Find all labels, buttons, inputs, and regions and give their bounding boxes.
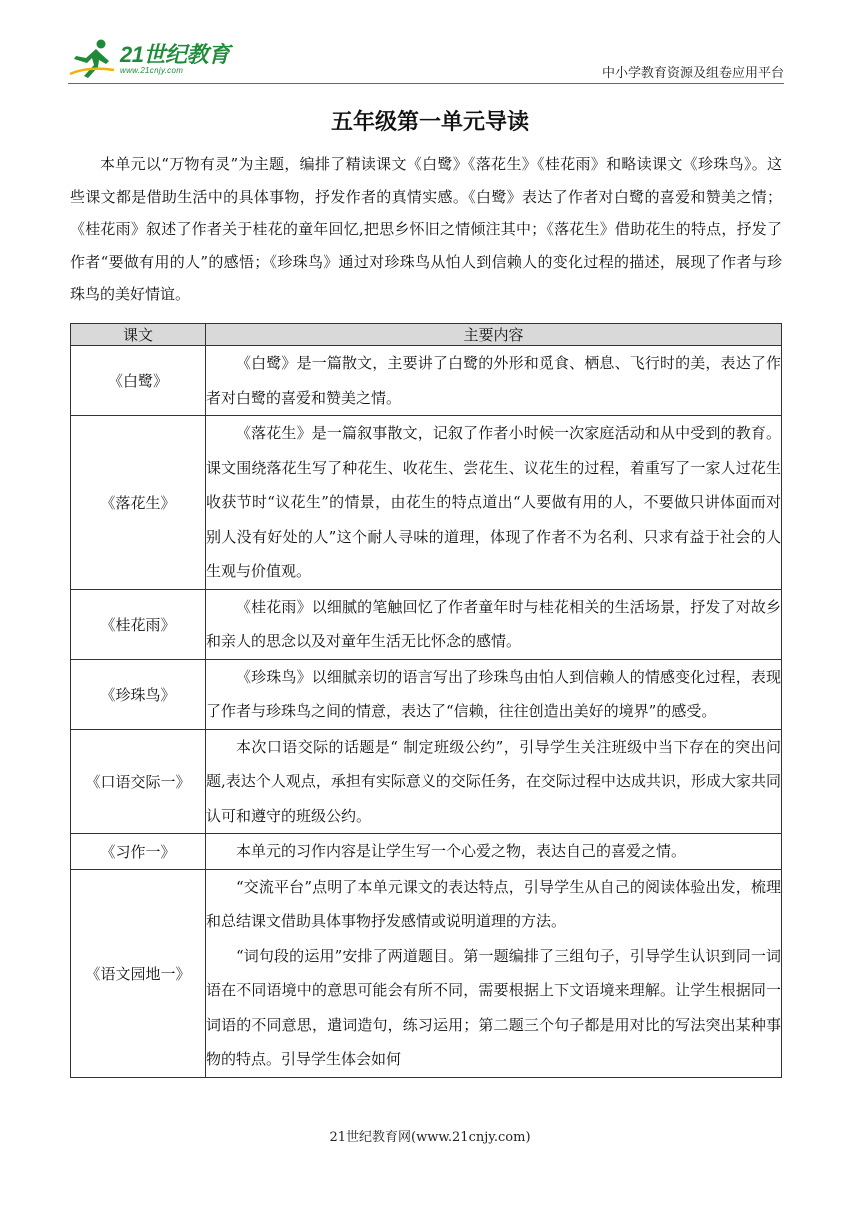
lesson-content-cell xyxy=(206,834,782,870)
lesson-title-cell: 《珍珠鸟》 xyxy=(71,659,206,729)
page-footer: 21世纪教育网(www.21cnjy.com) xyxy=(329,1130,531,1145)
content-paragraph: 本次口语交际的话题是“ 制定班级公约”，引导学生关注班级中当下存在的突出问题,表达个人观点，承担有实际意义的交际任务，在交际过程中达成共识，形成大家共同认可和遵守的班级公约。 xyxy=(206,737,781,825)
lesson-title-cell: 《语文园地一》 xyxy=(71,869,206,1077)
runner-logo-icon xyxy=(68,38,118,80)
header-divider xyxy=(68,83,784,84)
platform-tagline: 中小学教育资源及组卷应用平台 xyxy=(601,66,784,81)
lesson-content-cell xyxy=(206,659,782,729)
column-header-lesson: 课文 xyxy=(71,324,206,346)
page-header xyxy=(68,36,784,84)
lesson-title-cell: 《落花生》 xyxy=(71,416,206,590)
content-paragraph: 《白鹭》是一篇散文，主要讲了白鹭的外形和觅食、栖息、飞行时的美，表达了作者对白鹭的喜爱和赞美之情。 xyxy=(206,354,781,407)
content-paragraph: 《桂花雨》以细腻的笔触回忆了作者童年时与桂花相关的生活场景，抒发了对故乡和亲人的思念以及对童年生活无比怀念的感情。 xyxy=(206,597,781,650)
table-header-row xyxy=(71,324,782,346)
column-header-content: 主要内容 xyxy=(206,324,782,346)
table-row xyxy=(71,346,782,416)
table-row xyxy=(71,416,782,590)
lesson-title-cell: 《桂花雨》 xyxy=(71,589,206,659)
content-paragraph: “词句段的运用”安排了两道题目。第一题编排了三组句子，引导学生认识到同一词语在不同语境中的意思可能会有所不同，需要根据上下文语境来理解。让学生根据同一词语的不同意思，遣词造句，练习运用；第二题三个句子都是用对比的写法突出某种事物的特点。引导学生体会如何 xyxy=(206,946,781,1068)
content-paragraph: 《珍珠鸟》以细腻亲切的语言写出了珍珠鸟由怕人到信赖人的情感变化过程，表现了作者与珍珠鸟之间的情意，表达了“信赖，往往创造出美好的境界”的感受。 xyxy=(206,667,781,720)
lesson-content-cell xyxy=(206,416,782,590)
lesson-content-cell xyxy=(206,729,782,834)
lesson-title-cell: 《白鹭》 xyxy=(71,346,206,416)
logo xyxy=(68,36,238,82)
lesson-title-cell: 《习作一》 xyxy=(71,834,206,870)
intro-paragraph: 本单元以“万物有灵”为主题，编排了精读课文《白鹭》《落花生》《桂花雨》和略读课文《珍珠鸟》。这些课文都是借助生活中的具体事物，抒发作者的真情实感。《白鹭》表达了作者对白鹭的喜爱和赞美之情；《桂花雨》叙述了作者关于桂花的童年回忆,把思乡怀旧之情倾注其中；《落花生》借助花生的特点，抒发了作者“要做有用的人”的感悟；《珍珠鸟》通过对珍珠鸟从怕人到信赖人的变化过程的描述，展现了作者与珍珠鸟的美好情谊。 xyxy=(70,155,782,303)
lesson-table xyxy=(70,323,782,1078)
content-paragraph: 本单元的习作内容是让学生写一个心爱之物，表达自己的喜爱之情。 xyxy=(236,842,687,860)
table-body xyxy=(71,346,782,1078)
page-title: 五年级第一单元导读 xyxy=(330,110,529,135)
table-row xyxy=(71,869,782,1077)
logo-url: www.21cnjy.com xyxy=(120,66,184,75)
table-row xyxy=(71,834,782,870)
lesson-content-cell xyxy=(206,869,782,1077)
logo-name: 21世纪教育 xyxy=(120,42,230,67)
content-paragraph: “交流平台”点明了本单元课文的表达特点，引导学生从自己的阅读体验出发，梳理和总结课文借助具体事物抒发感情或说明道理的方法。 xyxy=(206,877,781,930)
lesson-content-cell xyxy=(206,346,782,416)
lesson-title-cell: 《口语交际一》 xyxy=(71,729,206,834)
table-row xyxy=(71,589,782,659)
table-row xyxy=(71,729,782,834)
content-paragraph: 《落花生》是一篇叙事散文，记叙了作者小时候一次家庭活动和从中受到的教育。课文围绕落花生写了种花生、收花生、尝花生、议花生的过程，着重写了一家人过花生收获节时“议花生”的情景，由花生的特点道出“人要做有用的人，不要做只讲体面而对别人没有好处的人”这个耐人寻味的道理，体现了作者不为名利、只求有益于社会的人生观与价值观。 xyxy=(206,424,781,580)
lesson-content-cell xyxy=(206,589,782,659)
table-row xyxy=(71,659,782,729)
